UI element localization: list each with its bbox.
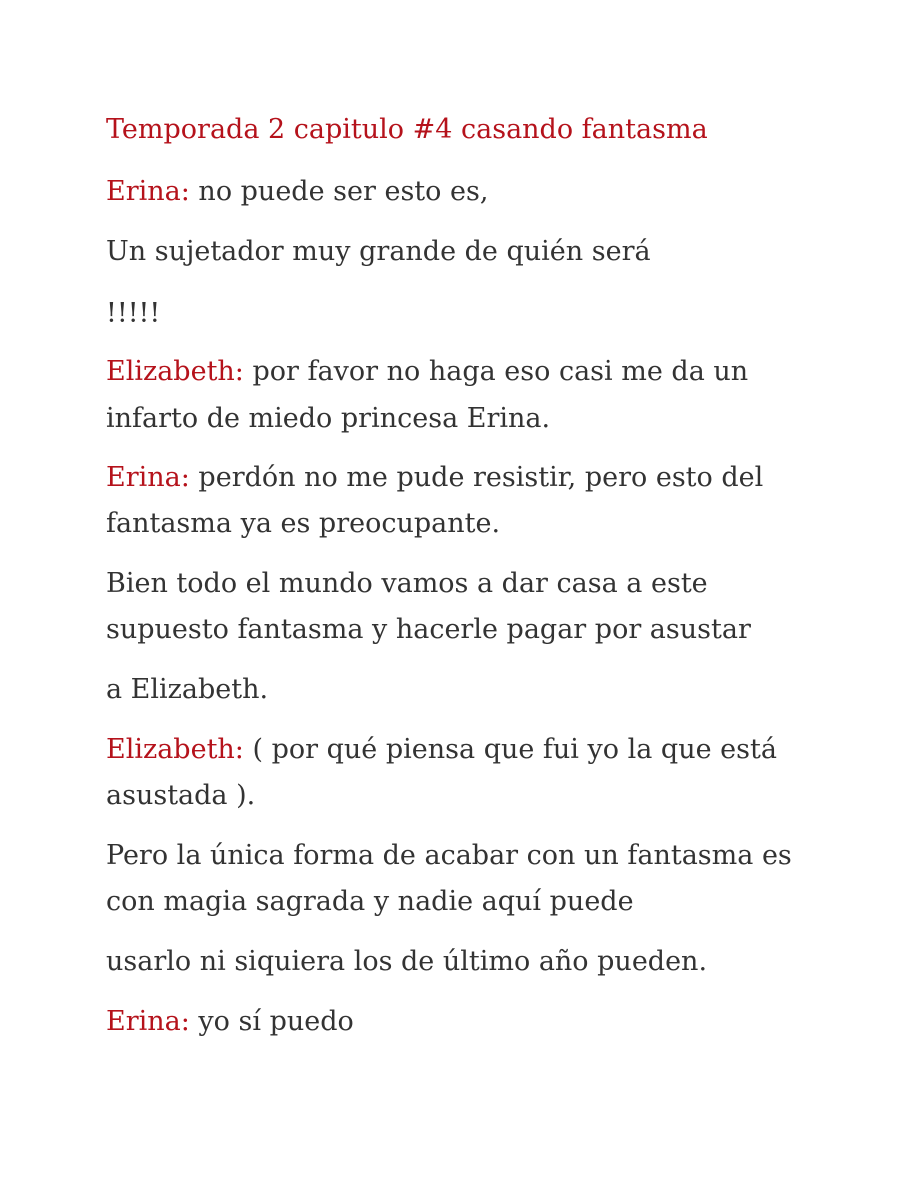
speaker-name: Elizabeth: (106, 734, 244, 765)
paragraph-line (106, 500, 826, 548)
dialogue-text: no puede ser esto es, (189, 176, 489, 207)
paragraph-line (106, 560, 826, 608)
dialogue-text: Un sujetador muy grande de quién será (106, 236, 651, 267)
paragraph-line (106, 606, 826, 654)
dialogue-text: infarto de miedo princesa Erina. (106, 403, 551, 434)
dialogue-text: por favor no haga eso casi me da un (243, 356, 749, 387)
dialogue-text: perdón no me pude resistir, pero esto del (189, 462, 764, 493)
paragraph-line (106, 168, 826, 216)
speaker-name: Erina: (106, 176, 190, 207)
dialogue-text: con magia sagrada y nadie aquí puede (106, 886, 634, 917)
paragraph-line (106, 290, 826, 338)
paragraph-line (106, 348, 826, 396)
speaker-name: Erina: (106, 1006, 190, 1037)
dialogue-text: Pero la única forma de acabar con un fantasma es (106, 840, 792, 871)
paragraph-line (106, 454, 826, 502)
paragraph-line (106, 395, 826, 443)
dialogue-text: a Elizabeth. (106, 674, 269, 705)
paragraph-line (106, 878, 826, 926)
dialogue-text: yo sí puedo (189, 1006, 354, 1037)
dialogue-text: ( por qué piensa que fui yo la que está (243, 734, 777, 765)
paragraph-line (106, 772, 826, 820)
dialogue-text: Bien todo el mundo vamos a dar casa a este (106, 568, 708, 599)
speaker-name: Elizabeth: (106, 356, 244, 387)
paragraph-line (106, 726, 826, 774)
paragraph-line (106, 998, 826, 1046)
paragraph-line (106, 228, 826, 276)
speaker-name: Erina: (106, 462, 190, 493)
paragraph-line (106, 666, 826, 714)
dialogue-text: fantasma ya es preocupante. (106, 508, 501, 539)
dialogue-text: usarlo ni siquiera los de último año pueden. (106, 946, 708, 977)
paragraph-line (106, 938, 826, 986)
dialogue-text: !!!!! (106, 298, 161, 329)
dialogue-text: supuesto fantasma y hacerle pagar por asustar (106, 614, 751, 645)
paragraph-line (106, 832, 826, 880)
dialogue-text: asustada ). (106, 780, 256, 811)
chapter-title: Temporada 2 capitulo #4 casando fantasma (106, 114, 708, 145)
